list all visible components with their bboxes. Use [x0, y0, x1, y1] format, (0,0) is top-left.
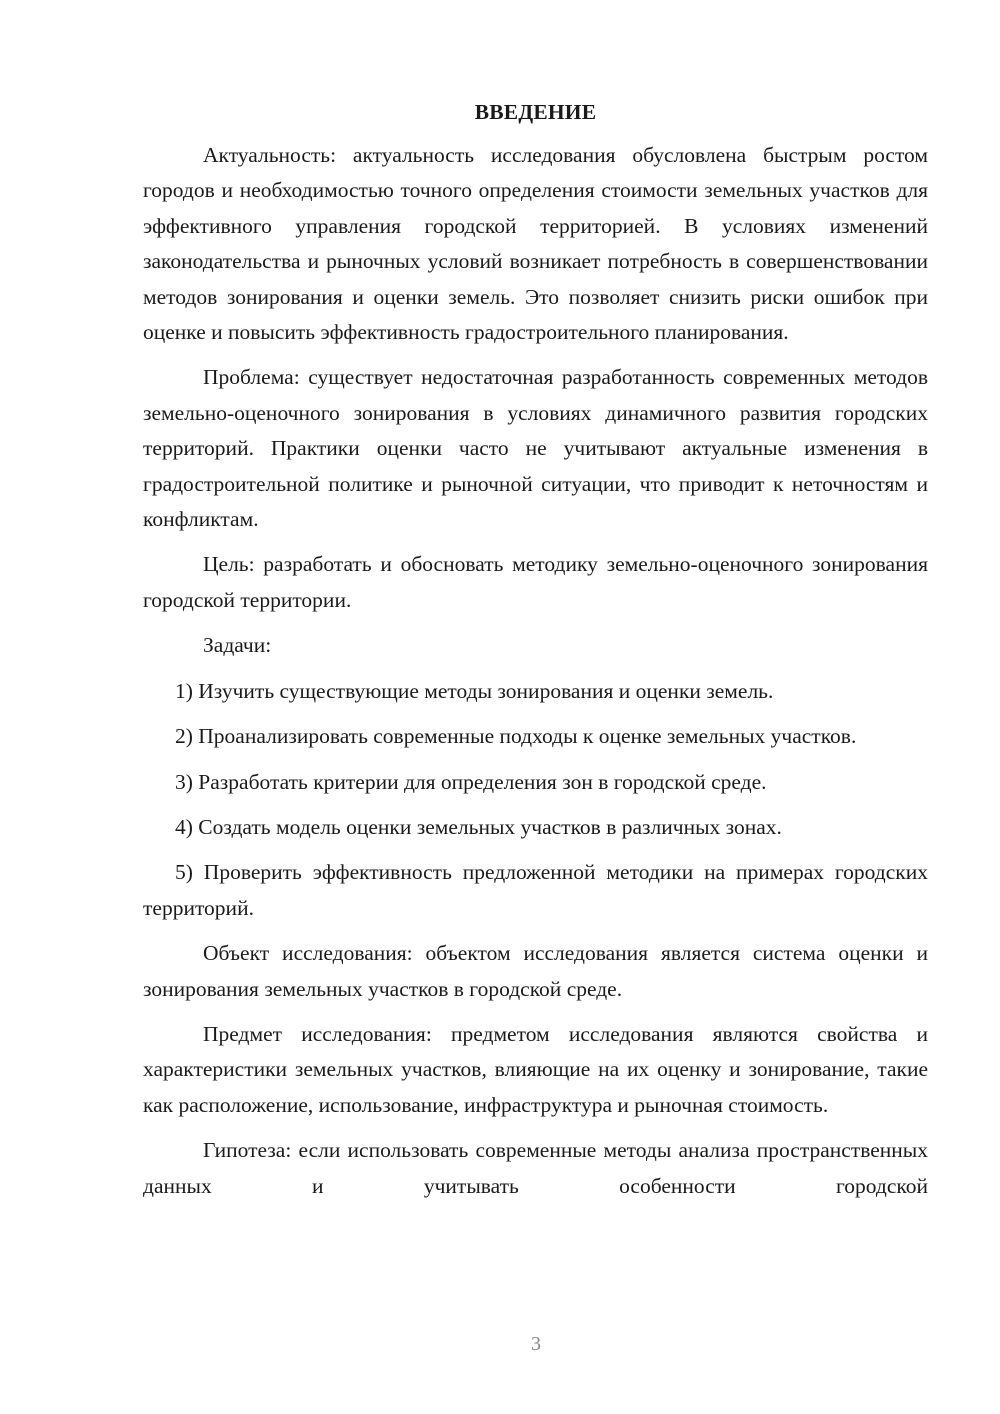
paragraph-hypothesis: Гипотеза: если использовать современные методы анализа пространственных данных и учитывать особенности городской: [143, 1138, 928, 1198]
paragraph-problem: Проблема: существует недостаточная разработанность современных методов земельно-оценочного зонирования в условиях динамичного развития городских территорий. Практики оценки часто не учитывают актуальные изменения в градостроительной политике и рыночной ситуации, что приводит к неточностям и конфликтам.: [143, 365, 928, 532]
page-content: [143, 95, 928, 1204]
tasks-heading: Задачи:: [203, 633, 272, 658]
paragraph-object: Объект исследования: объектом исследования является система оценки и зонирования земельных участков в городской среде.: [143, 941, 928, 1001]
paragraph-relevance: Актуальность: актуальность исследования обусловлена быстрым ростом городов и необходимостью точного определения стоимости земельных участков для эффективного управления городской территорией. В условиях изменений законодательства и рыночных условий возникает потребность в совершенствовании методов зонирования и оценки земель. Это позволяет снизить риски ошибок при оценке и повысить эффективность градостроительного планирования.: [143, 143, 928, 345]
task-item-3: 3) Разработать критерии для определения зон в городской среде.: [175, 769, 767, 794]
task-item-1: 1) Изучить существующие методы зонирования и оценки земель.: [175, 678, 774, 703]
task-item-2: 2) Проанализировать современные подходы к оценке земельных участков.: [175, 724, 857, 749]
page-number: 3: [531, 1333, 541, 1355]
section-title: ВВЕДЕНИЕ: [474, 100, 597, 124]
paragraph-goal: Цель: разработать и обосновать методику земельно-оценочного зонирования городской территории.: [143, 552, 928, 612]
paragraph-subject: Предмет исследования: предметом исследования являются свойства и характеристики земельных участков, влияющие на их оценку и зонирование, такие как расположение, использование, инфраструктура и рыночная стоимость.: [143, 1021, 928, 1117]
task-item-5: 5) Проверить эффективность предложенной методики на примерах городских территорий.: [143, 860, 928, 920]
task-item-4: 4) Создать модель оценки земельных участков в различных зонах.: [175, 814, 782, 839]
